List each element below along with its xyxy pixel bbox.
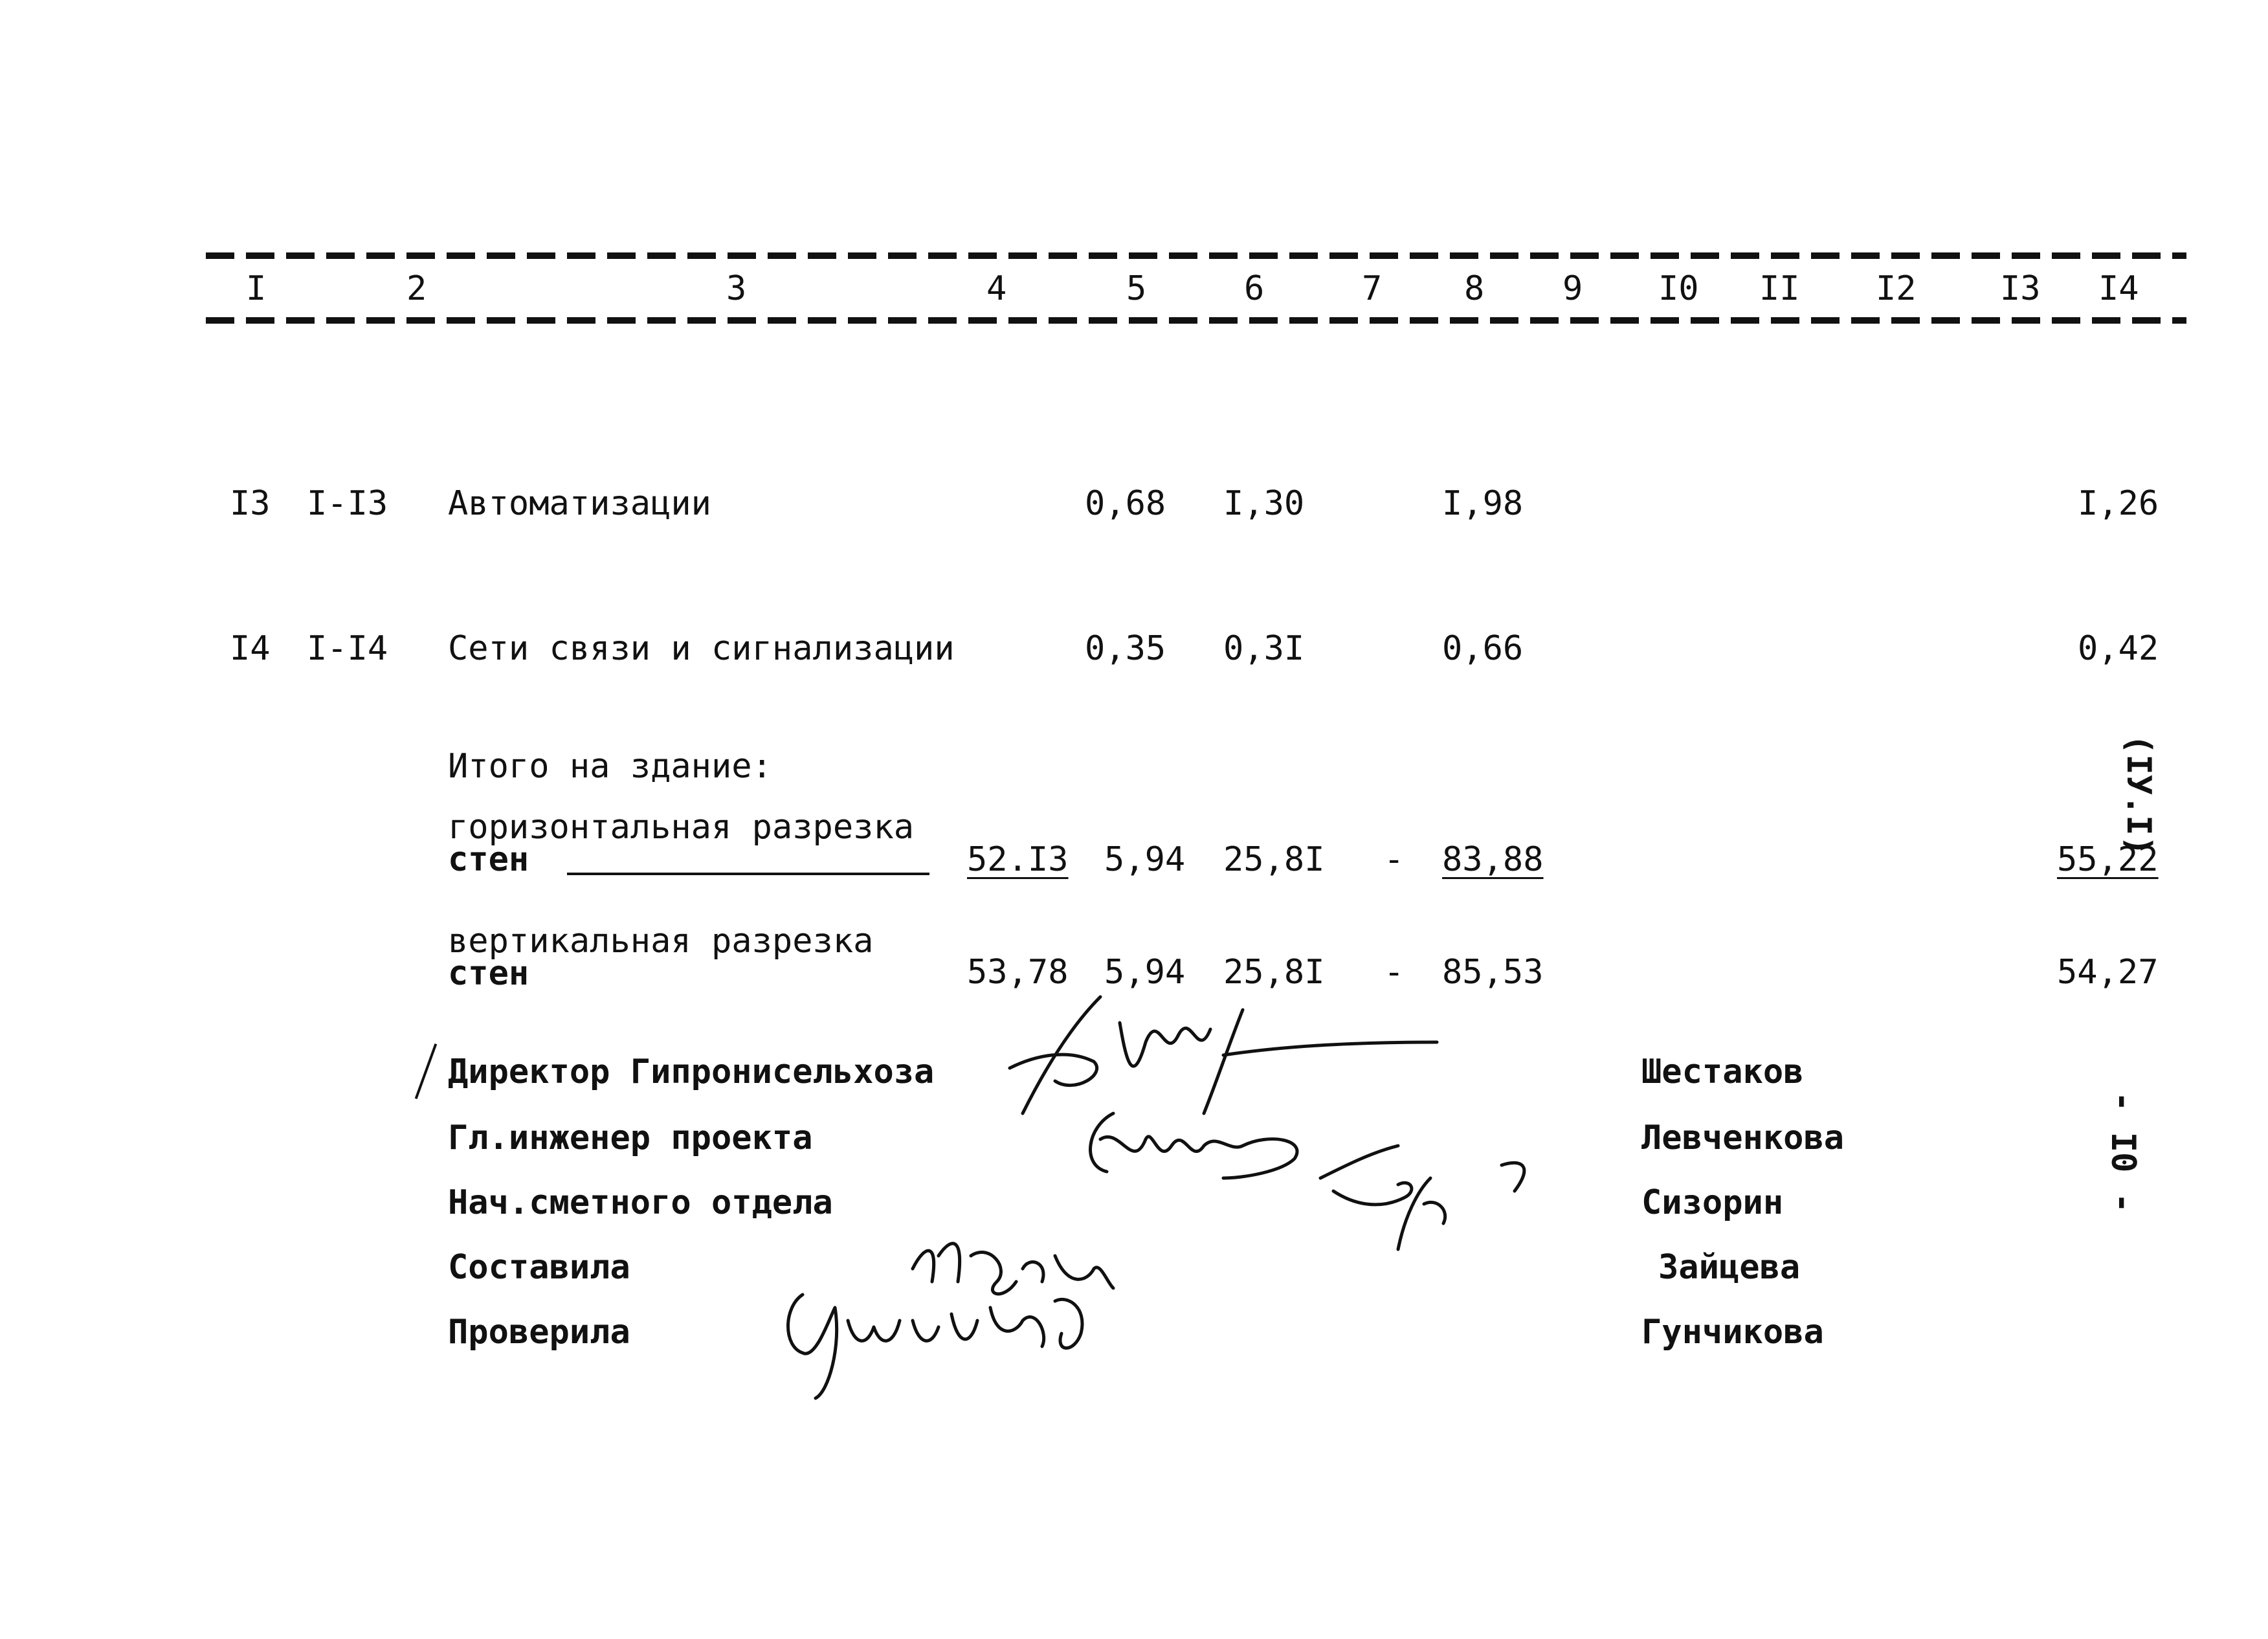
column-header: 2 xyxy=(406,269,427,308)
section-reference: (IУ.I) xyxy=(2118,734,2158,856)
totals-label: стен xyxy=(448,840,529,879)
cell-col7: - xyxy=(1384,840,1405,879)
column-header: I4 xyxy=(2098,269,2139,308)
signature-slash xyxy=(415,1043,438,1099)
row-code: I-I4 xyxy=(307,629,388,668)
signatory-name: Зайцева xyxy=(1658,1248,1801,1287)
column-header: 8 xyxy=(1464,269,1485,308)
column-header: 4 xyxy=(986,269,1007,308)
cell-col6: 0,3I xyxy=(1223,629,1305,668)
column-header: 6 xyxy=(1244,269,1265,308)
row-name: Автоматизации xyxy=(448,484,711,523)
cell-col5: 0,68 xyxy=(1085,484,1166,523)
column-header: 5 xyxy=(1126,269,1147,308)
signatory-role: Проверила xyxy=(448,1313,630,1352)
totals-heading: Итого на здание: xyxy=(448,747,772,786)
cell-col5: 5,94 xyxy=(1104,953,1186,992)
column-header: I xyxy=(246,269,267,308)
handwritten-signature-chief-engineer xyxy=(1074,1100,1320,1191)
signatory-name: Гунчикова xyxy=(1641,1313,1824,1352)
header-top-rule xyxy=(206,252,2186,259)
cell-col14: 55,22 xyxy=(2057,840,2159,879)
handwritten-signature-checker xyxy=(777,1282,1113,1411)
signatory-role: Директор Гипронисельхоза xyxy=(448,1053,935,1091)
column-header: I0 xyxy=(1658,269,1699,308)
cell-col14: I,26 xyxy=(2078,484,2159,523)
cell-col14: 0,42 xyxy=(2078,629,2159,668)
cell-col7: - xyxy=(1384,953,1405,992)
header-bottom-rule xyxy=(206,317,2186,324)
signatory-name: Шестаков xyxy=(1641,1053,1804,1091)
cell-col8: I,98 xyxy=(1442,484,1524,523)
row-number: I4 xyxy=(230,629,271,668)
signatory-role: Нач.сметного отдела xyxy=(448,1183,833,1222)
row-name: Сети связи и сигнализации xyxy=(448,629,955,668)
signatory-name: Сизорин xyxy=(1641,1183,1784,1222)
column-header: I2 xyxy=(1876,269,1917,308)
cell-col6: 25,8I xyxy=(1223,840,1325,879)
cell-col8: 83,88 xyxy=(1442,840,1544,879)
row-number: I3 xyxy=(230,484,271,523)
column-header: 7 xyxy=(1362,269,1383,308)
page-number: - I0 - xyxy=(2103,1091,2142,1213)
totals-label: вертикальная разрезка xyxy=(448,922,874,961)
cell-col6: 25,8I xyxy=(1223,953,1325,992)
signatory-name: Левченкова xyxy=(1641,1119,1845,1157)
cell-col5: 5,94 xyxy=(1104,840,1186,879)
column-header: I3 xyxy=(2000,269,2041,308)
row-code: I-I3 xyxy=(307,484,388,523)
column-header: II xyxy=(1759,269,1800,308)
signatory-role: Составила xyxy=(448,1248,630,1287)
cell-col14: 54,27 xyxy=(2057,953,2159,992)
signatory-role: Гл.инженер проекта xyxy=(448,1119,813,1157)
cell-col4: 52.I3 xyxy=(967,840,1069,879)
column-header: 3 xyxy=(726,269,747,308)
cell-col6: I,30 xyxy=(1223,484,1305,523)
cell-col8: 0,66 xyxy=(1442,629,1524,668)
fill-line xyxy=(567,873,929,875)
column-header: 9 xyxy=(1562,269,1583,308)
totals-label: стен xyxy=(448,954,529,993)
handwritten-signature-estimate-head xyxy=(1307,1139,1540,1256)
totals-label: горизонтальная разрезка xyxy=(448,808,915,847)
cell-col8: 85,53 xyxy=(1442,953,1544,992)
cell-col5: 0,35 xyxy=(1085,629,1166,668)
cell-col4: 53,78 xyxy=(967,953,1069,992)
